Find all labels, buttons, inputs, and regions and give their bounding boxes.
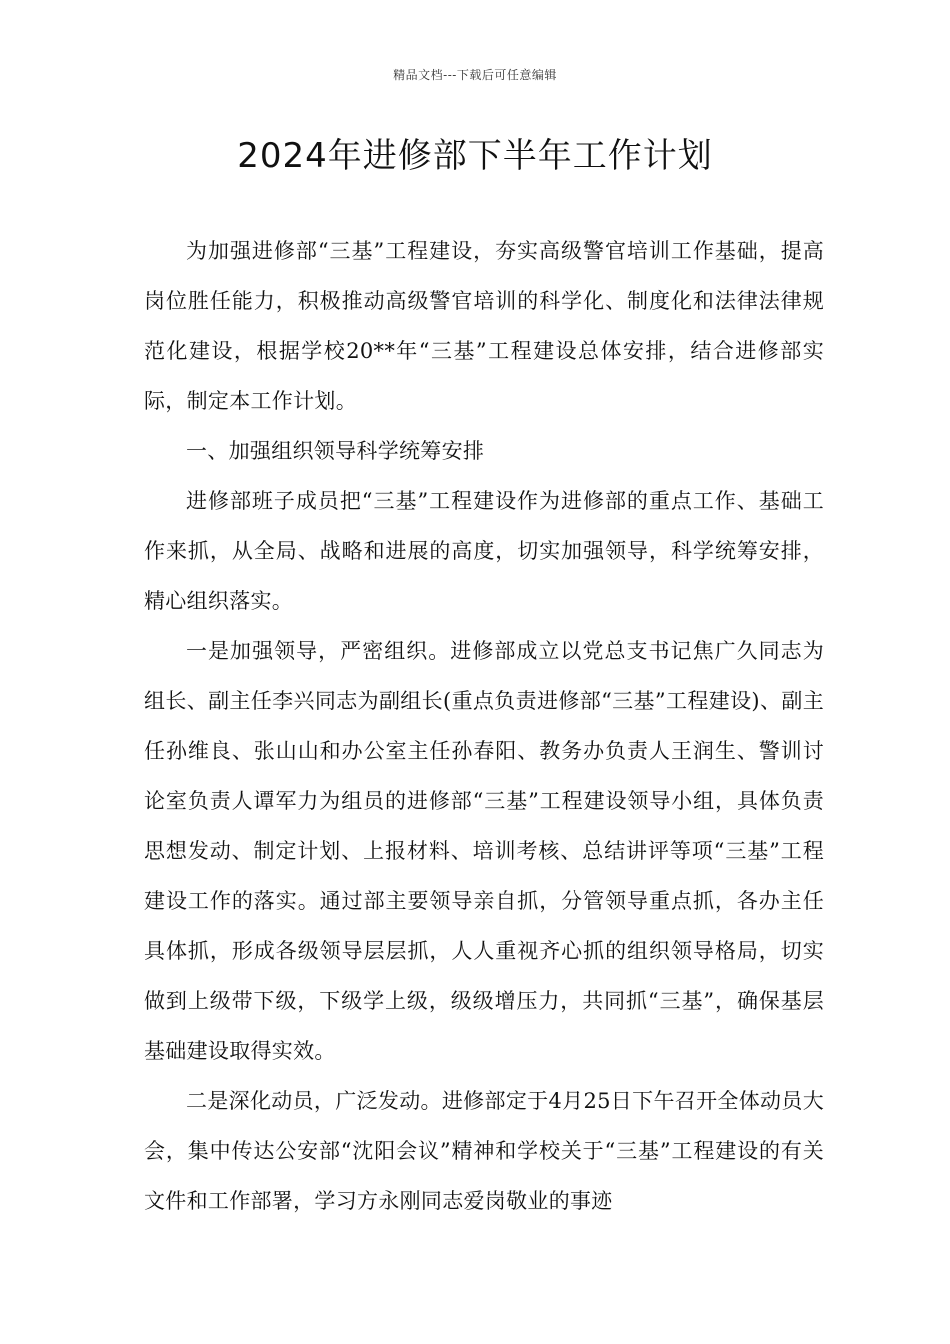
paragraph-point-2: 二是深化动员，广泛发动。进修部定于4月25日下午召开全体动员大会，集中传达公安部“沈阳会议”精神和学校关于“三基”工程建设的有关文件和工作部署，学习方永刚同志爱岗敬业的事迹 [144,1089,824,1213]
document-body [144,226,824,1226]
document-title: 2024年进修部下半年工作计划 [237,136,713,176]
section-heading-1: 一、加强组织领导科学统筹安排 [186,439,485,463]
paragraph-point-1: 一是加强领导，严密组织。进修部成立以党总支书记焦广久同志为组长、副主任李兴同志为副组长(重点负责进修部“三基”工程建设)、副主任孙维良、张山山和办公室主任孙春阳、教务办负责人王润生、警训讨论室负责人谭军力为组员的进修部“三基”工程建设领导小组，具体负责思想发动、制定计划、上报材料、培训考核、总结讲评等项“三基”工程建设工作的落实。通过部主要领导亲自抓，分管领导重点抓，各办主任具体抓，形成各级领导层层抓，人人重视齐心抓的组织领导格局，切实做到上级带下级，下级学上级，级级增压力，共同抓“三基”，确保基层基础建设取得实效。 [144,639,824,1063]
header-note: 精品文档---下载后可任意编辑 [393,68,557,82]
paragraph-intro: 为加强进修部“三基”工程建设，夯实高级警官培训工作基础，提高岗位胜任能力，积极推动高级警官培训的科学化、制度化和法律法律规范化建设，根据学校20**年“三基”工程建设总体安排，结合进修部实际，制定本工作计划。 [144,239,824,413]
paragraph-section-1: 进修部班子成员把“三基”工程建设作为进修部的重点工作、基础工作来抓，从全局、战略和进展的高度，切实加强领导，科学统筹安排，精心组织落实。 [144,489,824,613]
